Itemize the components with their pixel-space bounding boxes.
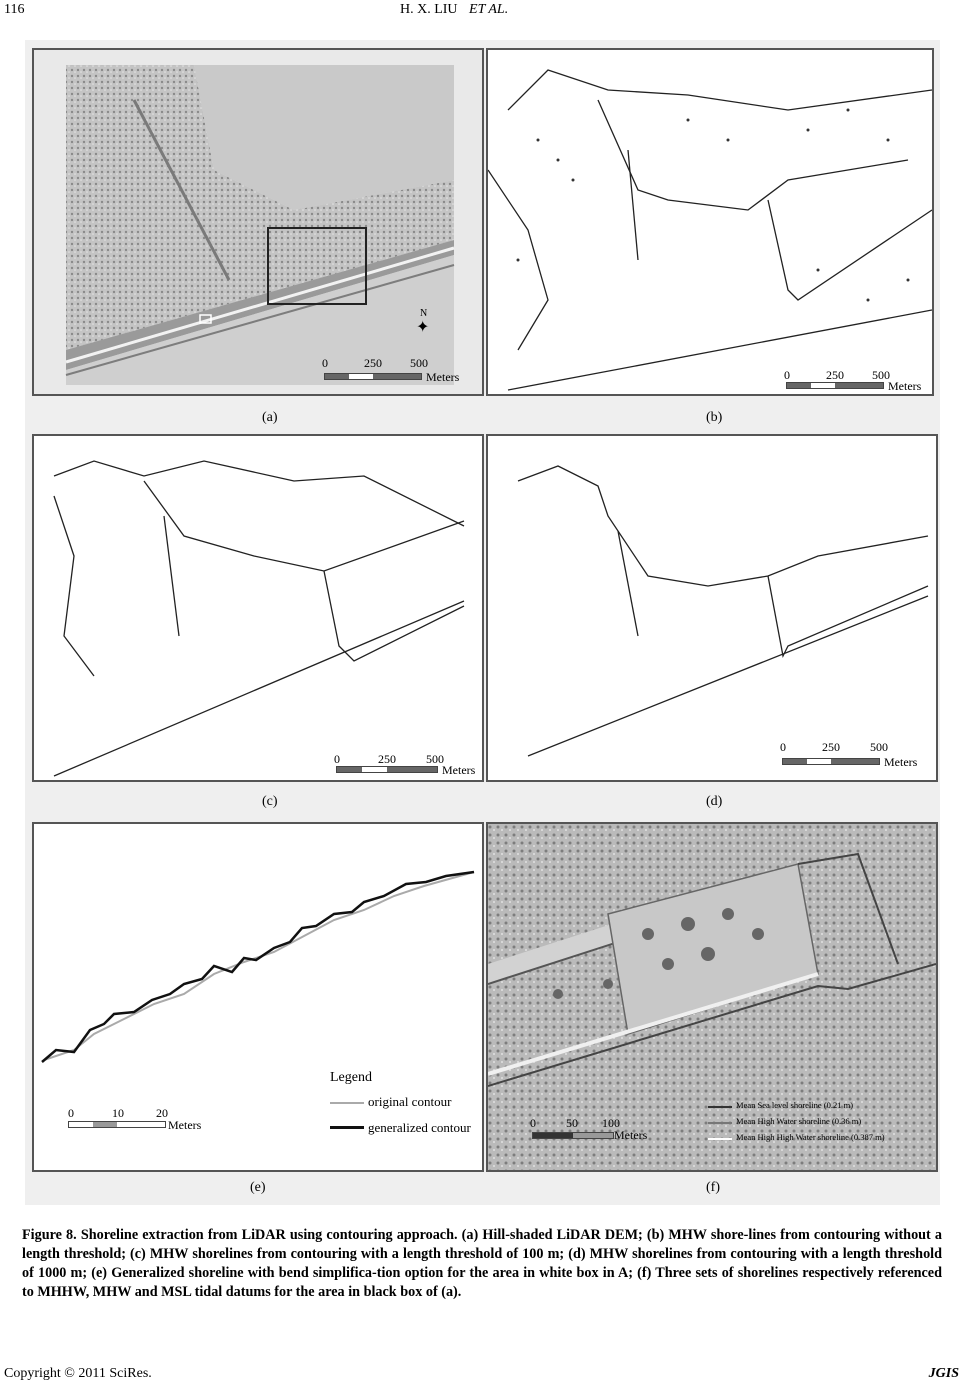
scale-unit: Meters	[614, 1128, 648, 1142]
scale-bar-b	[784, 368, 934, 396]
panel-label-e: (e)	[250, 1180, 266, 1195]
scale-tick: 500	[410, 356, 428, 370]
legend-swatch-generalized	[330, 1126, 364, 1129]
panel-label-f: (f)	[706, 1180, 720, 1195]
footer-copyright: Copyright © 2011 SciRes.	[4, 1366, 152, 1381]
scale-tick: 0	[784, 368, 790, 382]
panel-c-shoreline-map	[32, 434, 484, 782]
page-number: 116	[4, 2, 25, 17]
legend-f	[708, 1100, 936, 1170]
scale-bar-f	[530, 1116, 680, 1146]
scale-tick: 250	[364, 356, 382, 370]
scale-bar-c	[334, 752, 484, 780]
legend-label-mhhw: Mean High High Water shoreline (0.387 m)	[736, 1132, 885, 1142]
legend-label-original: original contour	[368, 1094, 452, 1109]
panel-f-hillshade-detail	[486, 822, 938, 1172]
scale-unit: Meters	[888, 379, 922, 393]
footer-journal: JGIS	[928, 1366, 959, 1381]
scale-tick: 0	[68, 1106, 74, 1120]
legend-swatch-msl	[708, 1106, 732, 1108]
scale-tick: 50	[566, 1116, 578, 1130]
scale-tick: 0	[780, 740, 786, 754]
legend-swatch-original	[330, 1102, 364, 1104]
panel-d-shoreline-map	[486, 434, 938, 782]
scale-unit: Meters	[426, 370, 460, 384]
legend-swatch-mhhw	[708, 1138, 732, 1140]
scale-tick: 250	[378, 752, 396, 766]
panel-label-c: (c)	[262, 794, 278, 809]
running-header	[400, 2, 508, 18]
legend-label-msl: Mean Sea level shoreline (0.21 m)	[736, 1100, 854, 1110]
panel-label-d: (d)	[706, 794, 723, 809]
scale-bar-e	[68, 1106, 218, 1136]
scale-tick: 20	[156, 1106, 168, 1120]
header-authors: H. X. LIU	[400, 2, 458, 17]
scale-unit: Meters	[168, 1118, 202, 1132]
figure-caption: Figure 8. Shoreline extraction from LiDAR using contouring approach. (a) Hill-shaded LiDAR DEM; (b) MHW shore-lines from contouring without a length threshold; (c) MHW shorelines from contouring with a length threshold of 100 m; (d) MHW shorelines from contouring with a length threshold of 1000 m; (e) Generalized shoreline with bend simplifica-tion option for the area in white box in A; (f) Three sets of shorelines respectively referenced to MHHW, MHW and MSL tidal datums for the area in black box of (a).	[22, 1227, 942, 1300]
scale-tick: 250	[826, 368, 844, 382]
panel-b-shoreline-map	[486, 48, 934, 396]
legend-title: Legend	[330, 1070, 372, 1085]
scale-tick: 250	[822, 740, 840, 754]
scale-unit: Meters	[884, 755, 918, 769]
scale-tick: 0	[530, 1116, 536, 1130]
scale-bar-d	[780, 740, 930, 770]
panel-label-b: (b)	[706, 410, 723, 425]
north-arrow-icon: ✦	[416, 319, 430, 336]
scale-tick: 100	[602, 1116, 620, 1130]
scale-tick: 500	[426, 752, 444, 766]
scale-tick: 10	[112, 1106, 124, 1120]
scale-tick: 500	[870, 740, 888, 754]
scale-bar-a	[322, 356, 482, 386]
legend-label-mhw: Mean High Water shoreline (0.36 m)	[736, 1116, 862, 1126]
panel-e-generalized-contour	[32, 822, 484, 1172]
panel-a-hillshade-map	[32, 48, 484, 396]
north-arrow-label: N	[420, 308, 428, 319]
panel-label-a: (a)	[262, 410, 278, 425]
scale-tick: 0	[322, 356, 328, 370]
scale-tick: 500	[872, 368, 890, 382]
legend-label-generalized: generalized contour	[368, 1120, 471, 1135]
scale-unit: Meters	[442, 763, 476, 777]
legend-e	[330, 1070, 480, 1170]
legend-swatch-mhw	[708, 1122, 732, 1124]
header-et-al: ET AL.	[469, 2, 509, 17]
scale-tick: 0	[334, 752, 340, 766]
